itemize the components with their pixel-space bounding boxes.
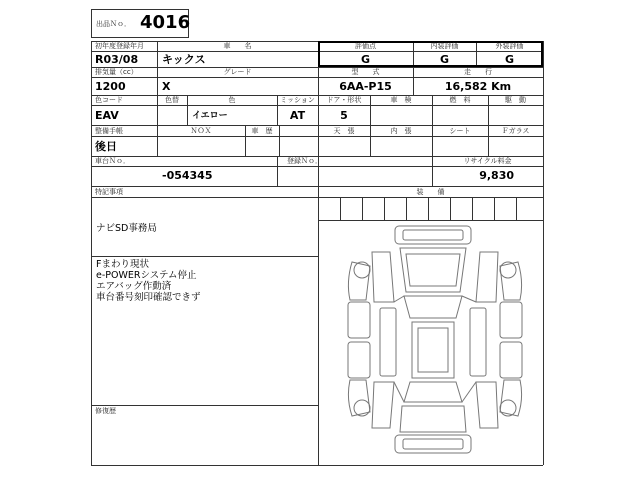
vehicle-history-label: 車 歴 [251, 127, 273, 135]
drive-label: 駆 動 [505, 96, 526, 104]
score-label: 評価点 [355, 42, 376, 50]
maintenance-book-value: 後日 [95, 140, 117, 153]
maintenance-book-label: 整備手帳 [95, 127, 123, 135]
mission-value: AT [289, 109, 306, 122]
repair-history-label: 修復歴 [95, 407, 116, 415]
color-code-label: 色コード [95, 96, 123, 104]
recycle-fee-value: 9,830 [479, 169, 514, 182]
lot-number-box [91, 9, 189, 38]
mileage-label: 走 行 [464, 68, 492, 76]
lot-number-label: 出品Ｎｏ． [96, 20, 131, 28]
interior-rating-label: 内装評価 [430, 42, 459, 50]
color-label: 色 [228, 96, 236, 104]
chassis-number-value: -054345 [162, 169, 213, 182]
first-registration-label: 初年度登録年月 [95, 42, 144, 50]
interior-trim-label: 内 張 [390, 127, 412, 135]
registration-number-label: 登録Ｎｏ． [287, 157, 322, 165]
car-name-label: 車 名 [223, 42, 252, 50]
mileage-value: 16,582 Km [444, 80, 512, 93]
roof-lining-label: 天 張 [333, 127, 355, 135]
first-registration-value: R03/08 [95, 53, 139, 66]
mission-label: ミッション [280, 96, 315, 104]
score-value: G [360, 53, 371, 66]
grade-value: X [162, 80, 171, 93]
grade-label: グレード [223, 68, 252, 76]
seat-label: シート [449, 127, 471, 135]
doors-label: ドア・形状 [326, 96, 362, 104]
special-notes-label: 特記事項 [95, 188, 123, 196]
fuel-label: 燃 料 [449, 96, 471, 104]
lot-number: 4016 [140, 12, 191, 33]
color-value: イエロー [192, 111, 228, 121]
exterior-rating-label: 外装評価 [495, 42, 524, 50]
color-code-value: EAV [95, 109, 119, 122]
condition-note-line: エアバッグ作動済 [96, 281, 172, 292]
displacement-value: 1200 [95, 80, 126, 93]
equipment-label: 装 備 [416, 188, 445, 196]
displacement-label: 排気量（cc） [95, 68, 138, 76]
condition-note-line: Fまわり現状 [96, 259, 149, 270]
doors-value: 5 [340, 109, 348, 122]
condition-note-line: e-POWERシステム停止 [96, 270, 197, 281]
exterior-rating-value: G [504, 53, 515, 66]
condition-note-line: 車台番号刻印確認できず [96, 292, 201, 303]
model-label: 型 式 [351, 68, 380, 76]
interior-rating-value: G [439, 53, 450, 66]
model-value: 6AA-P15 [339, 80, 392, 93]
car-name-value: キックス [162, 53, 206, 66]
car-body-diagram [340, 222, 530, 458]
nox-label: ＮＯＸ [190, 127, 212, 135]
special-note-line: ナビSD事務局 [96, 223, 157, 234]
front-glass-label: Ｆガラス [501, 127, 530, 135]
chassis-number-label: 車台Ｎｏ． [95, 157, 130, 165]
inspection-label: 車 検 [390, 96, 412, 104]
recycle-fee-label: リサイクル料金 [463, 157, 512, 165]
color-change-label: 色替 [165, 96, 179, 104]
